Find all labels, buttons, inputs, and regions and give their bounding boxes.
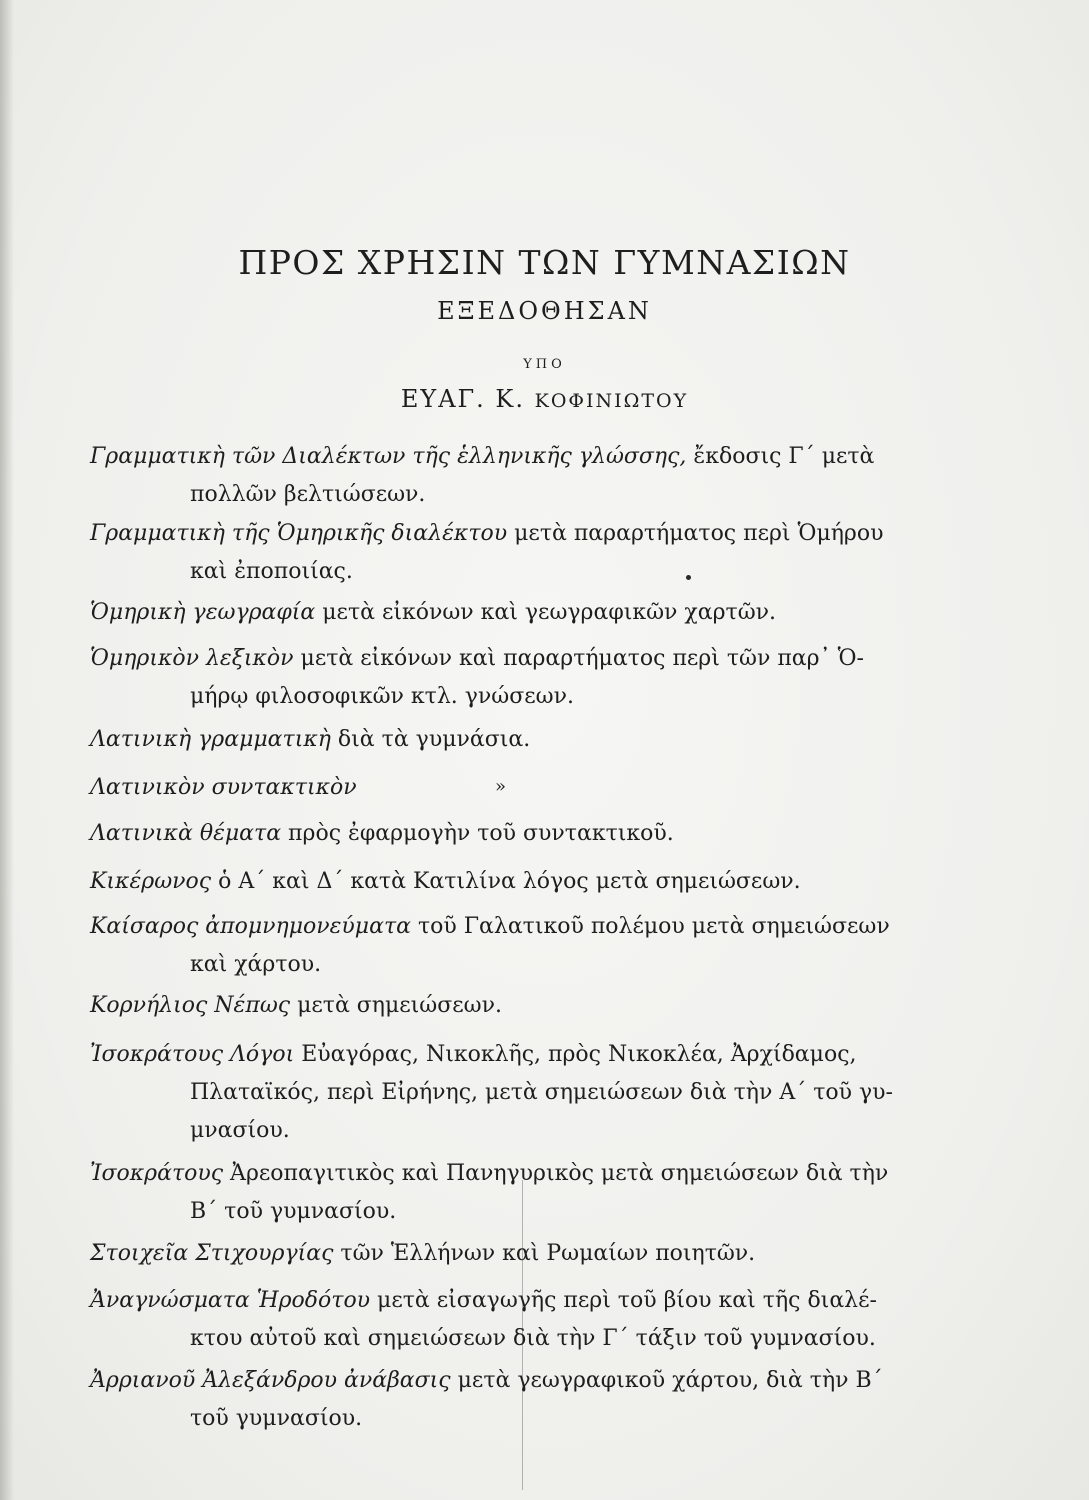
entry-title: Καίσαρος ἀπομνημονεύματα xyxy=(90,914,411,939)
entry-title: Λατινικὰ θέματα xyxy=(90,821,282,846)
book-entry xyxy=(90,1362,940,1438)
entry-title: Γραμματικὴ τῆς Ὁμηρικῆς διαλέκτου xyxy=(90,521,508,546)
entry-first-line xyxy=(90,1036,940,1074)
entry-first-line xyxy=(90,908,940,946)
entry-continuation: καὶ ἐποποιίας. xyxy=(190,559,353,584)
entry-text: Εὐαγόρας, Νικοκλῆς, πρὸς Νικοκλέα, Ἀρχίδαμος, xyxy=(294,1042,857,1067)
author-prefix: ΕΥΑΓ. Κ. xyxy=(400,385,525,413)
entry-text: ὁ Α΄ καὶ Δ΄ κατὰ Κατιλίνα λόγος μετὰ σημειώσεων. xyxy=(211,869,801,894)
entry-text: τῶν Ἑλλήνων καὶ Ρωμαίων ποιητῶν. xyxy=(333,1241,756,1266)
book-entry xyxy=(90,987,940,1025)
entry-first-line xyxy=(90,987,940,1025)
book-entry xyxy=(90,1235,940,1273)
entry-continuation: Πλαταϊκός, περὶ Εἰρήνης, μετὰ σημειώσεων διὰ τὴν Α΄ τοῦ γυ- xyxy=(190,1080,893,1105)
entry-title: Ἰσοκράτους xyxy=(90,1161,224,1186)
entry-title: Ἀναγνώσματα Ἡροδότου xyxy=(90,1288,371,1313)
entry-first-line xyxy=(90,1282,940,1320)
book-entry xyxy=(90,769,940,807)
entry-text: μετὰ γεωγραφικοῦ χάρτου, διὰ τὴν Β΄ xyxy=(450,1368,883,1393)
entry-continuation: Β΄ τοῦ γυμνασίου. xyxy=(190,1199,397,1224)
entry-title: Ὁμηρικὸν λεξικὸν xyxy=(90,646,294,671)
entry-text: Ἀρεοπαγιτικὸς καὶ Πανηγυρικὸς μετὰ σημειώσεων διὰ τὴν xyxy=(223,1161,889,1186)
book-entry xyxy=(90,640,940,716)
book-entry xyxy=(90,438,940,514)
entry-title: Ἀρριανοῦ Ἀλεξάνδρου ἀνάβασις xyxy=(90,1368,451,1393)
entry-text: μετὰ εἰσαγωγῆς περὶ τοῦ βίου καὶ τῆς διαλέ- xyxy=(370,1288,877,1313)
entry-first-line xyxy=(90,594,940,632)
entry-first-line xyxy=(90,640,940,678)
binding-shadow xyxy=(0,0,14,1500)
book-entry xyxy=(90,863,940,901)
entry-text: μετὰ παραρτήματος περὶ Ὁμήρου xyxy=(507,521,884,546)
paper-scratch xyxy=(522,1180,523,1490)
entry-title: Γραμματικὴ τῶν Διαλέκτων τῆς ἑλληνικῆς γλώσσης, xyxy=(90,444,687,469)
entry-continuation: πολλῶν βελτιώσεων. xyxy=(190,482,426,507)
entry-title: Κικέρωνος xyxy=(90,869,212,894)
entry-text: διὰ τὰ γυμνάσια. xyxy=(330,727,531,752)
entry-text: μετὰ σημειώσεων. xyxy=(290,993,502,1018)
entry-first-line xyxy=(90,815,940,853)
book-entry xyxy=(90,594,940,632)
entry-continuation: μνασίου. xyxy=(190,1118,290,1143)
by-line: ΥΠΟ xyxy=(523,357,566,372)
author-line xyxy=(0,385,1089,413)
entry-text: τοῦ Γαλατικοῦ πολέμου μετὰ σημειώσεων xyxy=(410,914,890,939)
page-subtitle: ΕΞΕΔΟΘΗΣΑΝ xyxy=(437,297,652,325)
entry-first-line xyxy=(90,1155,940,1193)
book-entry xyxy=(90,515,940,591)
entry-continuation: τοῦ γυμνασίου. xyxy=(190,1406,363,1431)
entry-title: Λατινικὴ γραμματικὴ xyxy=(90,727,331,752)
entry-first-line xyxy=(90,515,940,553)
book-entry xyxy=(90,1282,940,1358)
book-entry xyxy=(90,1036,940,1150)
entry-continuation: μήρῳ φιλοσοφικῶν κτλ. γνώσεων. xyxy=(190,684,574,709)
book-entry xyxy=(90,1155,940,1231)
entry-first-line xyxy=(90,863,940,901)
entry-first-line xyxy=(90,438,940,476)
entry-title: Λατινικὸν συντακτικὸν xyxy=(90,775,357,800)
entry-title: Κορνήλιος Νέπως xyxy=(90,993,291,1018)
entry-first-line xyxy=(90,721,940,759)
entry-title: Ὁμηρικὴ γεωγραφία xyxy=(90,600,316,625)
entry-continuation: καὶ χάρτου. xyxy=(190,952,322,977)
ditto-mark: » xyxy=(495,776,507,797)
entry-title: Στοιχεῖα Στιχουργίας xyxy=(90,1241,334,1266)
ink-fleck xyxy=(686,575,691,580)
entry-continuation: κτου αὐτοῦ καὶ σημειώσεων διὰ τὴν Γ΄ τάξιν τοῦ γυμνασίου. xyxy=(190,1326,876,1351)
entry-text: πρὸς ἐφαρμογὴν τοῦ συντακτικοῦ. xyxy=(281,821,674,846)
book-entry xyxy=(90,908,940,984)
entry-title: Ἰσοκράτους Λόγοι xyxy=(90,1042,295,1067)
entry-first-line xyxy=(90,1235,940,1273)
entry-text: ἔκδοσις Γ΄ μετὰ xyxy=(686,444,875,469)
book-entry xyxy=(90,815,940,853)
page-title: ΠΡΟΣ ΧΡΗΣΙΝ ΤΩΝ ΓΥΜΝΑΣΙΩΝ xyxy=(238,243,851,282)
author-name: ΚΟΦΙΝΙΩΤΟΥ xyxy=(534,390,689,412)
entry-text: μετὰ εἰκόνων καὶ γεωγραφικῶν χαρτῶν. xyxy=(315,600,777,625)
entry-first-line xyxy=(90,1362,940,1400)
entry-text: μετὰ εἰκόνων καὶ παραρτήματος περὶ τῶν παρ᾽ Ὁ- xyxy=(293,646,864,671)
book-entry xyxy=(90,721,940,759)
entry-first-line xyxy=(90,769,940,807)
